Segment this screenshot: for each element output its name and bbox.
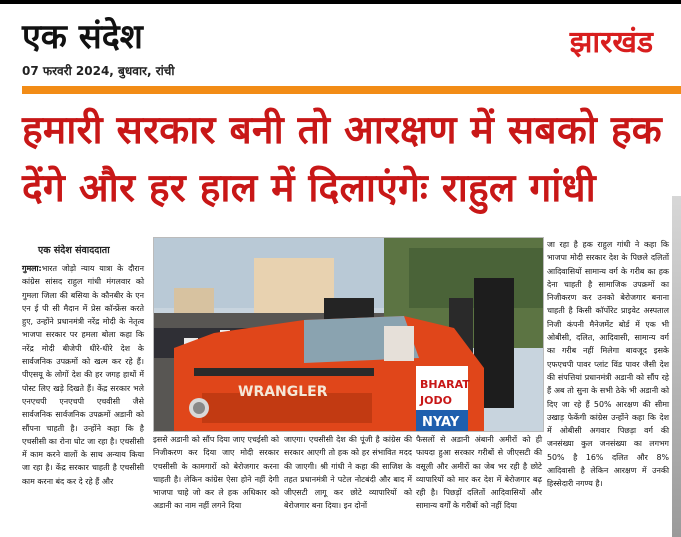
orange-divider [22,86,681,94]
top-border [0,0,681,4]
headline: हमारी सरकार बनी तो आरक्षण में सबको हक देंगे और हर हाल में दिलाएंगेः राहुल गांधी [22,108,662,211]
article-column-3: जाएगा। एचसीसी देश की पूंजी है कांग्रेस की सरकार आएगी तो हक को हर संभावित मदद की जाएगी। श्री गांधी ने कहा की साजिश के तहत प्रधानमंत्री ने पटेल नोटबंदी और बाद में जीएसटी लागू कर छोटे व्यापारियों को बेरोजगार बना दिया। इन दोनों [284,435,412,511]
badge-line-3: NYAY [422,415,460,430]
badge-line-2: JODO [420,394,452,407]
page-edge-shadow [672,196,681,537]
dateline-place: गुमला: [22,264,42,273]
article-column-1 [22,262,144,488]
news-photo [153,237,544,432]
article-column-5: जा रहा है हक राहुल गांधी ने कहा कि भाजपा मोदी सरकार देश के पिछले दलितों आदिवासियों सामान्य वर्ग के गरीब का हक देना चाहती है सामाजिक उपक्रमों का निजीकरण कर उनको बेरोजगार बनाना चाहती है किसी कॉर्पोरेट प्राइवेट अस्पताल निजी कंपनी मैनेजमेंट बोर्ड में एक भी ओबीसी, दलित, आदिवासी, सामान्य वर्ग का गरीब नहीं मिलेगा बावजूद इसके एफएचपी पावर प्लांट विंड पावर जैसी देश की संपत्तियां प्रधानमंत्री अडानी को सौंप रहे हैं अब तो सुना के सभी ठेके भी अडानी को दिए जा रहे हैं 50% आरक्षण की सीमा उखाड़ फेकेंगी कांग्रेस उन्होंने कहा कि देश में ओबीसी अगवार पिछड़ा वर्ग की जनसंख्या कुल जनसंख्या का लगभग 50% है 16% दलित और 8% आदिवासी है लेकिन आरक्षण में उनकी हिस्सेदारी नगण्य है। [547,240,669,489]
newspaper-masthead: एक संदेश [22,17,143,57]
article-column-1-text: भारत जोड़ो न्याय यात्रा के दौरान कांग्रेस सांसद राहुल गांधी मंगलवार को गुमला जिला की बसिया के कौनबीर के एन एन ई पी सी मैदान में प्रेस कॉन्फ्रेंस करते हुए, उन्होंने प्रधानमंत्री नरेंद्र मोदी के नेतृत्व भाजपा सरकार पर हमला बोला कहा कि नरेंद्र मोदी बीजेपी धीरे-धीरे देश के सार्वजनिक उपक्रमों को खत्म कर रहे हैं। पीएसयू के लोगों देश की हर जगह हाथों में पोस्ट लिए खड़े दिखते हैं। केंद्र सरकार भले एनएचपी एनएचपी एचवीसी जैसे सार्वजनिक सार्वजनिक उपक्रमों अडानी को सौंपना चाहती है। उन्होंने कहा कि है एचसीसी का रोना घोट जा रहा है। एचसीसी में काम करने वालों के साथ अन्याय किया जा रहा है। केंद्र सरकार चाहती है एचसीसी काम करना बंद कर दे रहे हैं और [22,264,144,486]
badge-line-1: BHARAT [420,378,470,391]
article-column-2: इससे अडानी को सौंप दिया जाए एचईसी को निजीकरण कर दिया जाए मोदी सरकार एचसीसी के कामगारों को बेरोजगार करना चाहती है। लेकिन कांग्रेस ऐसा होने नहीं देगी भाजपा चाहे जो कर ले हक अधिकार को अडानी का नाम नहीं लगने दिया [153,435,279,511]
byline: एक संदेश संवाददाता [38,245,110,256]
article-column-4: फैसलों से अडानी अंबानी अमीरों को ही फायदा हुआ सरकार गरीबों से जीएसटी की वसूली और अमीरों का जेब भर रही है छोटे व्यापारियों को मार कर देश में बेरोजगार बढ़ रही है। पिछड़ों दलितों आदिवासियों और सामान्य वर्गों के गरीबों को नहीं दिया [416,435,542,511]
vehicle-text: WRANGLER [238,384,328,400]
section-state-label: झारखंड [569,25,653,60]
dateline: 07 फरवरी 2024, बुधवार, रांची [22,64,175,78]
